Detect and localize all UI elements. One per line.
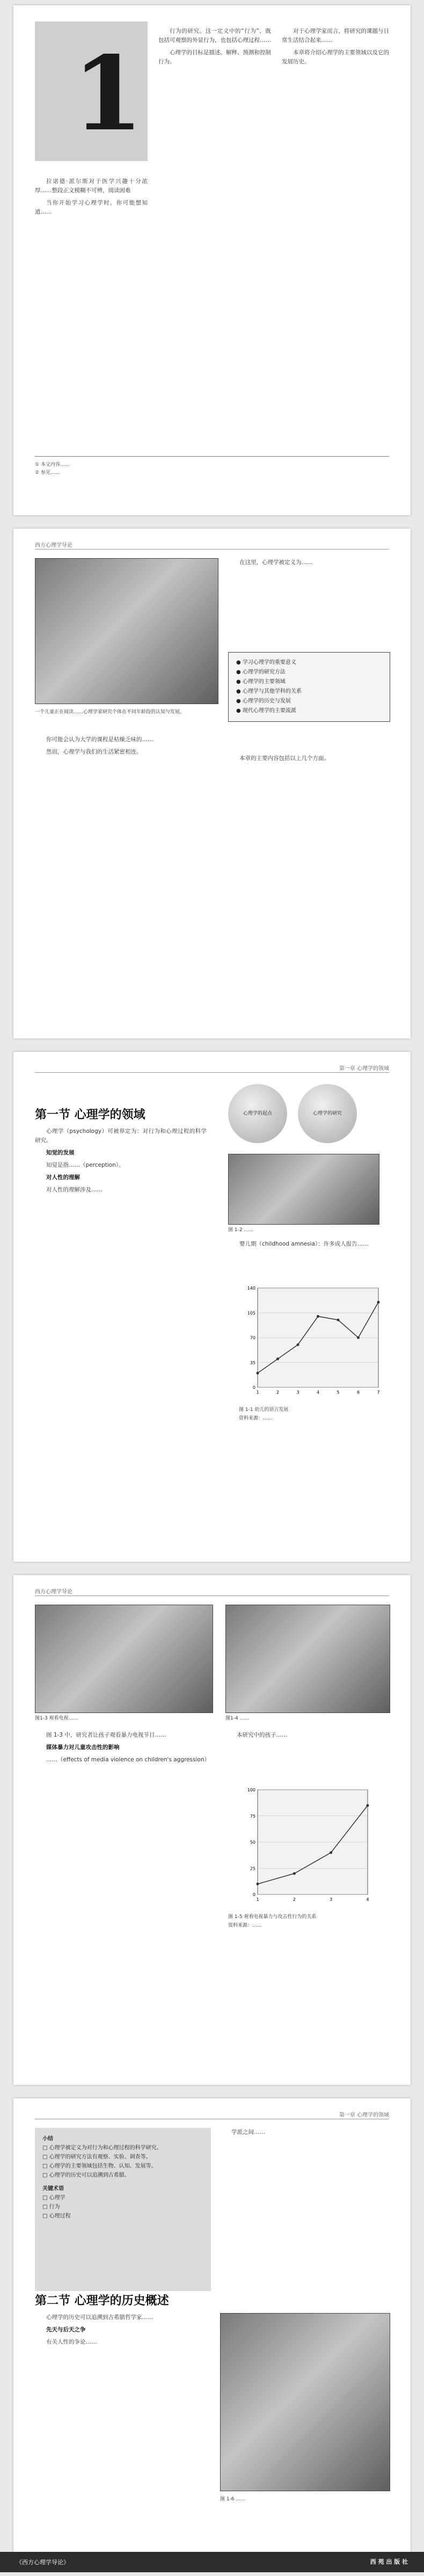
page-1 <box>13 5 411 515</box>
chart-caption: 图 1-5 观看电视暴力与攻击性行为的关系 <box>228 1914 317 1920</box>
footnotes <box>35 456 389 477</box>
paragraph: 拉诺德·派尔斯对于医学兴趣十分浓厚……整段正文模糊不可辨，阅读困难 <box>35 178 148 194</box>
data-point <box>297 1343 299 1346</box>
paragraph: ……（effects of media violence on children's aggression） <box>46 1757 210 1763</box>
sidebar-item: □ 心理学被定义为对行为和心理过程的科学研究。 <box>42 2143 203 2153</box>
y-tick-label: 50 <box>250 1840 255 1845</box>
y-tick-label: 140 <box>247 1286 255 1291</box>
summary-sidebar <box>35 2128 211 2291</box>
y-tick-label: 0 <box>252 1892 255 1897</box>
column-right <box>225 1731 389 1743</box>
book-footer-bar <box>0 2552 424 2572</box>
sidebar-item: □ 行为 <box>42 2202 203 2212</box>
column-left <box>35 1731 212 1768</box>
photo-tv-watching <box>35 1605 213 1713</box>
page-4 <box>13 1575 411 2085</box>
list-item: ● 心理学的研究方法 <box>236 668 382 677</box>
x-tick-label: 3 <box>330 1897 333 1902</box>
column-right <box>220 2128 389 2140</box>
x-tick-label: 6 <box>356 1390 360 1395</box>
paragraph: 心理学的目标是描述、解释、预测和控制行为。 <box>158 49 271 65</box>
paragraph: 知觉是指……（perception）。 <box>46 1162 125 1168</box>
figure-caption: 图 1-2 …… <box>228 1227 254 1233</box>
paragraph: 然而，心理学与我们的生活紧密相连。 <box>46 749 142 755</box>
column-right <box>228 1240 389 1252</box>
sidebar-item: □ 心理学 <box>42 2193 203 2202</box>
data-point <box>357 1336 360 1339</box>
x-tick-label: 4 <box>366 1897 369 1902</box>
subheading: 对人性的理解 <box>46 1174 80 1181</box>
line-chart-2 <box>239 1784 373 1908</box>
concept-circle: 心理学的研究 <box>298 1084 357 1143</box>
figure-hand-illustration <box>228 1154 379 1225</box>
topic-list-box <box>228 652 390 722</box>
list-item: ● 心理学与其他学科的关系 <box>236 687 382 697</box>
x-tick-label: 2 <box>276 1390 280 1395</box>
x-tick-label: 7 <box>377 1390 380 1395</box>
data-point <box>257 1372 259 1374</box>
y-tick-label: 35 <box>250 1360 255 1365</box>
sidebar-item: □ 心理学的研究方法有观察、实验、调查等。 <box>42 2153 203 2162</box>
concept-circle: 心理学的起点 <box>228 1084 287 1143</box>
photo-child-reading <box>35 558 218 704</box>
paragraph: 本章的主要内容包括以上几个方面。 <box>239 755 330 762</box>
column-1 <box>35 177 148 220</box>
paragraph: 行为的研究。这一定义中的“行为”，既包括可观察的外显行为，也包括心理过程…… <box>158 28 271 43</box>
list-item: ● 心理学的主要领域 <box>236 677 382 687</box>
photo-caption: 图1-4 …… <box>225 1716 250 1721</box>
running-header: 第一章 心理学的领域 <box>339 1066 389 1072</box>
data-point <box>330 1851 332 1854</box>
paragraph: 对人性的理解涉及…… <box>46 1187 103 1193</box>
photo-caption: 图 1-6 …… <box>220 2497 246 2502</box>
page-5 <box>13 2098 411 2571</box>
column-2 <box>158 27 271 70</box>
chart-source: 资料来源：…… <box>228 1923 262 1928</box>
column-right-2 <box>228 754 389 766</box>
list-item: ● 心理学的历史与发展 <box>236 697 382 706</box>
x-tick-label: 1 <box>256 1897 259 1902</box>
sidebar-item: □ 心理学的主要领域包括生物、认知、发展等。 <box>42 2162 203 2171</box>
sidebar-title: 小结 <box>42 2136 53 2142</box>
paragraph: 本章将介绍心理学的主要领域以及它的发展历史。 <box>282 49 389 65</box>
paragraph: 婴儿期（childhood amnesia）：许多成人报告…… <box>239 1241 369 1247</box>
data-point <box>367 1804 369 1807</box>
column-right <box>228 558 389 570</box>
paragraph: 当你开始学习心理学时，你可能想知道…… <box>35 200 148 215</box>
footnote: ① 本文内容…… <box>35 462 70 467</box>
data-point <box>317 1315 319 1318</box>
paragraph: 你可能会认为大学的课程是枯燥乏味的…… <box>46 736 153 743</box>
x-tick-label: 3 <box>296 1390 299 1395</box>
photo-caption: 图1-3 观看电视…… <box>35 1716 78 1721</box>
chart-source: 资料来源：…… <box>239 1416 273 1421</box>
photo-tv-screen <box>225 1605 390 1713</box>
running-header: 西方心理学导论 <box>35 543 72 548</box>
section-title: 第一节 心理学的领域 <box>35 1108 145 1122</box>
y-tick-label: 100 <box>247 1788 255 1792</box>
x-tick-label: 2 <box>293 1897 296 1902</box>
header-rule <box>35 549 389 550</box>
subheading: 媒体暴力对儿童攻击性的影响 <box>46 1744 120 1751</box>
y-tick-label: 0 <box>252 1385 255 1390</box>
sidebar-item: □ 心理过程 <box>42 2212 203 2221</box>
paragraph: 学派之间…… <box>231 2129 265 2135</box>
y-tick-label: 70 <box>250 1335 255 1341</box>
data-point <box>276 1358 279 1360</box>
line-chart-1 <box>239 1283 384 1401</box>
header-rule <box>35 1072 389 1073</box>
y-tick-label: 75 <box>250 1813 255 1819</box>
page-2 <box>13 529 411 1038</box>
column-left <box>35 735 217 760</box>
x-tick-label: 1 <box>256 1390 259 1395</box>
data-point <box>337 1319 340 1321</box>
x-tick-label: 5 <box>337 1390 340 1395</box>
data-point <box>377 1301 380 1304</box>
publisher-name: 西 苑 出 版 社 <box>370 2558 408 2565</box>
chapter-number-block <box>35 21 148 161</box>
paragraph: 对于心理学家而言，将研究的课题与日常生活结合起来…… <box>282 28 389 43</box>
photo-historical <box>220 2313 390 2491</box>
subheading: 先天与后天之争 <box>46 2326 86 2333</box>
chapter-number: 1 <box>72 34 144 153</box>
paragraph: 本研究中的孩子…… <box>237 1732 288 1738</box>
paragraph: 心理学的历史可以追溯到古希腊哲学家…… <box>46 2314 153 2321</box>
paragraph: 图 1-3 中，研究者让孩子观看暴力电视节目…… <box>46 1732 166 1738</box>
sidebar-item: □ 心理学的历史可以追溯到古希腊。 <box>42 2171 203 2180</box>
list-item: ● 学习心理学的重要意义 <box>236 658 382 668</box>
list-item: ● 现代心理学的主要流派 <box>236 706 382 716</box>
data-point <box>257 1883 259 1885</box>
footnote: ② 参见…… <box>35 470 60 475</box>
y-tick-label: 105 <box>247 1311 255 1316</box>
column-left <box>35 2313 207 2350</box>
paragraph: 在这里，心理学被定义为…… <box>239 559 313 566</box>
paragraph: 心理学（psychology）可被界定为：对行为和心理过程的科学研究。 <box>35 1128 207 1144</box>
chart-caption: 图 1-1 幼儿的语言发展 <box>239 1407 289 1413</box>
running-header: 第一章 心理学的领域 <box>339 2112 389 2118</box>
column-3 <box>282 27 389 70</box>
sidebar-title: 关键术语 <box>42 2186 64 2192</box>
paragraph: 有关人性的争论…… <box>46 2339 97 2345</box>
y-tick-label: 25 <box>250 1866 255 1871</box>
photo-caption: 一个儿童正在阅读……心理学家研究个体在不同年龄段的认知与发展。 <box>35 709 185 715</box>
data-point <box>293 1872 296 1875</box>
book-title: 《西方心理学导论》 <box>16 2559 69 2566</box>
page-3 <box>13 1052 411 1562</box>
section-title: 第二节 心理学的历史概述 <box>35 2294 169 2308</box>
column-left <box>35 1127 207 1198</box>
running-header: 西方心理学导论 <box>35 1589 72 1595</box>
x-tick-label: 4 <box>316 1390 320 1395</box>
subheading: 知觉的发展 <box>46 1150 75 1156</box>
